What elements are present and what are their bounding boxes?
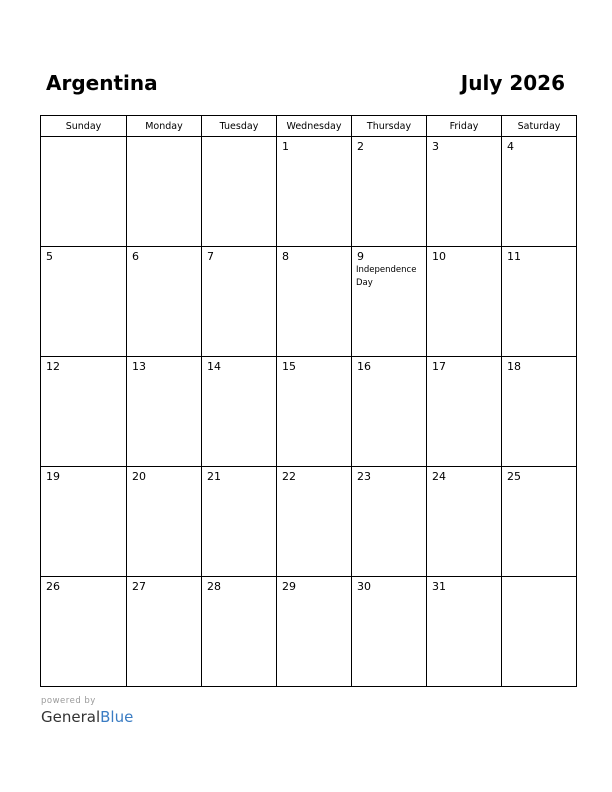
calendar-grid: [40, 115, 577, 687]
day-number: 13: [132, 360, 146, 373]
day-number: 8: [282, 250, 289, 263]
week-row: [41, 247, 577, 357]
day-number: 24: [432, 470, 446, 483]
day-number: [41, 137, 126, 141]
day-number: 29: [282, 580, 296, 593]
day-number: 30: [357, 580, 371, 593]
day-number: 28: [207, 580, 221, 593]
day-number: 14: [207, 360, 221, 373]
day-cell: [127, 357, 202, 467]
powered-by-text: powered by: [41, 696, 96, 706]
weekday-header-row: [41, 116, 577, 137]
weekday-header: Saturday: [502, 116, 577, 137]
day-number: 1: [282, 140, 289, 153]
day-number: 7: [207, 250, 214, 263]
day-number: 6: [132, 250, 139, 263]
day-cell: [502, 357, 577, 467]
weekday-header: Monday: [127, 116, 202, 137]
day-cell: [277, 357, 352, 467]
day-cell: [502, 247, 577, 357]
week-row: [41, 577, 577, 687]
day-cell: [277, 137, 352, 247]
weekday-header: Tuesday: [202, 116, 277, 137]
day-number: 15: [282, 360, 296, 373]
day-number: [202, 137, 276, 141]
day-cell: [277, 247, 352, 357]
day-number: 9: [357, 250, 364, 263]
day-number: 4: [507, 140, 514, 153]
day-cell: [202, 357, 277, 467]
day-number: 16: [357, 360, 371, 373]
day-cell: [502, 577, 577, 687]
day-cell: [352, 357, 427, 467]
brand-name-general: General: [41, 708, 101, 726]
day-cell: [41, 357, 127, 467]
day-number: 18: [507, 360, 521, 373]
day-number: 26: [46, 580, 60, 593]
day-cell: [41, 467, 127, 577]
day-cell: [502, 137, 577, 247]
week-row: [41, 467, 577, 577]
day-number: 17: [432, 360, 446, 373]
weekday-header: Sunday: [41, 116, 127, 137]
day-number: 11: [507, 250, 521, 263]
day-cell: [202, 467, 277, 577]
day-cell: [427, 137, 502, 247]
day-number: 23: [357, 470, 371, 483]
holiday-label: Independence Day: [356, 265, 417, 288]
weekday-header: Thursday: [352, 116, 427, 137]
country-title: Argentina: [46, 71, 158, 95]
day-cell: [202, 137, 277, 247]
day-number: 27: [132, 580, 146, 593]
day-number: 31: [432, 580, 446, 593]
day-cell: [352, 247, 427, 357]
day-number: 12: [46, 360, 60, 373]
week-row: [41, 357, 577, 467]
day-number: 25: [507, 470, 521, 483]
day-number: 21: [207, 470, 221, 483]
weekday-header: Wednesday: [277, 116, 352, 137]
week-row: [41, 137, 577, 247]
month-year-title: July 2026: [460, 71, 565, 95]
day-cell: [202, 247, 277, 357]
day-cell: [352, 137, 427, 247]
day-number: 22: [282, 470, 296, 483]
day-number: 2: [357, 140, 364, 153]
day-cell: [127, 247, 202, 357]
day-cell: [277, 577, 352, 687]
day-cell: [352, 577, 427, 687]
day-cell: [41, 137, 127, 247]
day-cell: [127, 467, 202, 577]
day-cell: [277, 467, 352, 577]
day-cell: [352, 467, 427, 577]
day-number: [127, 137, 201, 141]
day-cell: [427, 357, 502, 467]
day-cell: [427, 467, 502, 577]
day-number: 19: [46, 470, 60, 483]
day-cell: [427, 247, 502, 357]
footer-branding: [41, 696, 133, 726]
day-cell: [202, 577, 277, 687]
day-cell: [502, 467, 577, 577]
day-number: 3: [432, 140, 439, 153]
day-cell: [127, 137, 202, 247]
day-number: 20: [132, 470, 146, 483]
day-cell: [41, 577, 127, 687]
day-cell: [127, 577, 202, 687]
weekday-header: Friday: [427, 116, 502, 137]
brand-name-blue: Blue: [100, 708, 134, 726]
day-cell: [427, 577, 502, 687]
day-cell: [41, 247, 127, 357]
brand-logo[interactable]: [41, 708, 133, 726]
day-number: 5: [46, 250, 53, 263]
day-number: [502, 577, 576, 581]
day-number: 10: [432, 250, 446, 263]
